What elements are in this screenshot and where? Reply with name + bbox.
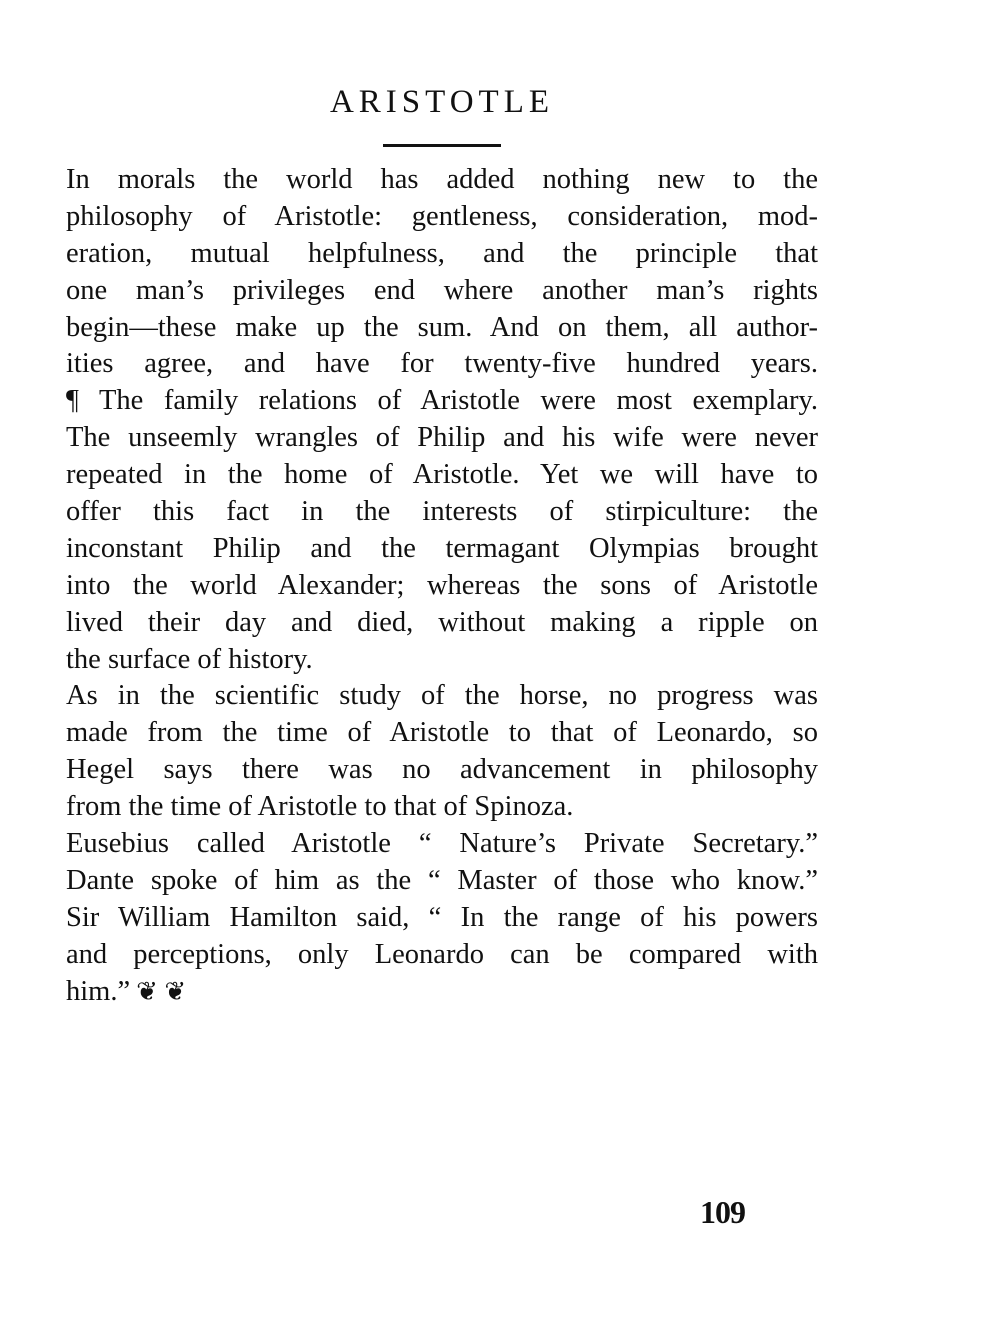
line-text: him.” — [66, 975, 131, 1007]
text-line — [66, 605, 818, 642]
text-line — [66, 310, 818, 347]
text-line — [66, 383, 818, 420]
line-text: one man’s privileges end where another man’s rights — [66, 274, 818, 306]
text-line — [66, 273, 818, 310]
line-text: the surface of history. — [66, 643, 313, 675]
line-text: from the time of Aristotle to that of Spinoza. — [66, 791, 574, 823]
text-line — [66, 826, 818, 863]
text-line — [66, 531, 818, 568]
text-line — [66, 789, 818, 826]
text-line — [66, 494, 818, 531]
text-line — [66, 568, 818, 605]
leaf-ornament-icon: ❦ ❦ — [136, 976, 187, 1006]
line-text: ities agree, and have for twenty-five hundred years. — [66, 348, 818, 380]
line-text: lived their day and died, without making a ripple on — [66, 606, 818, 638]
line-text: made from the time of Aristotle to that of Leonardo, so — [66, 717, 818, 749]
line-text: eration, mutual helpfulness, and the principle that — [66, 237, 818, 269]
text-line — [66, 900, 818, 937]
text-line — [66, 974, 818, 1011]
text-line — [66, 346, 818, 383]
text-line — [66, 236, 818, 273]
line-text: into the world Alexander; whereas the sons of Aristotle — [66, 569, 818, 601]
text-line — [66, 937, 818, 974]
text-line — [66, 863, 818, 900]
line-text: Eusebius called Aristotle “ Nature’s Private Secretary.” — [66, 828, 818, 860]
line-text: Hegel says there was no advancement in philosophy — [66, 754, 818, 786]
text-line — [66, 457, 818, 494]
text-line — [66, 752, 818, 789]
text-line — [66, 199, 818, 236]
line-text: and perceptions, only Leonardo can be compared with — [66, 938, 818, 970]
line-text: begin—these make up the sum. And on them, all author- — [66, 311, 818, 343]
body-text — [66, 162, 818, 1010]
running-title: ARISTOTLE — [329, 84, 555, 120]
line-text: offer this fact in the interests of stirpiculture: the — [66, 496, 818, 528]
text-line — [66, 642, 818, 679]
text-line — [66, 678, 818, 715]
text-line — [66, 715, 818, 752]
text-line — [66, 420, 818, 457]
line-text: repeated in the home of Aristotle. Yet we will have to — [66, 459, 818, 491]
title-rule — [383, 144, 501, 147]
line-text: ¶ The family relations of Aristotle were most exemplary. — [66, 385, 818, 417]
page-number: 109 — [700, 1194, 745, 1230]
line-text: philosophy of Aristotle: gentleness, consideration, mod- — [66, 200, 818, 232]
text-line — [66, 162, 818, 199]
line-text: The unseemly wrangles of Philip and his wife were never — [66, 422, 818, 454]
line-text: As in the scientific study of the horse, no progress was — [66, 680, 818, 712]
line-text: Dante spoke of him as the “ Master of those who know.” — [66, 864, 818, 896]
line-text: Sir William Hamilton said, “ In the range of his powers — [66, 901, 818, 933]
line-text: inconstant Philip and the termagant Olympias brought — [66, 532, 818, 564]
line-text: In morals the world has added nothing new to the — [66, 164, 818, 195]
